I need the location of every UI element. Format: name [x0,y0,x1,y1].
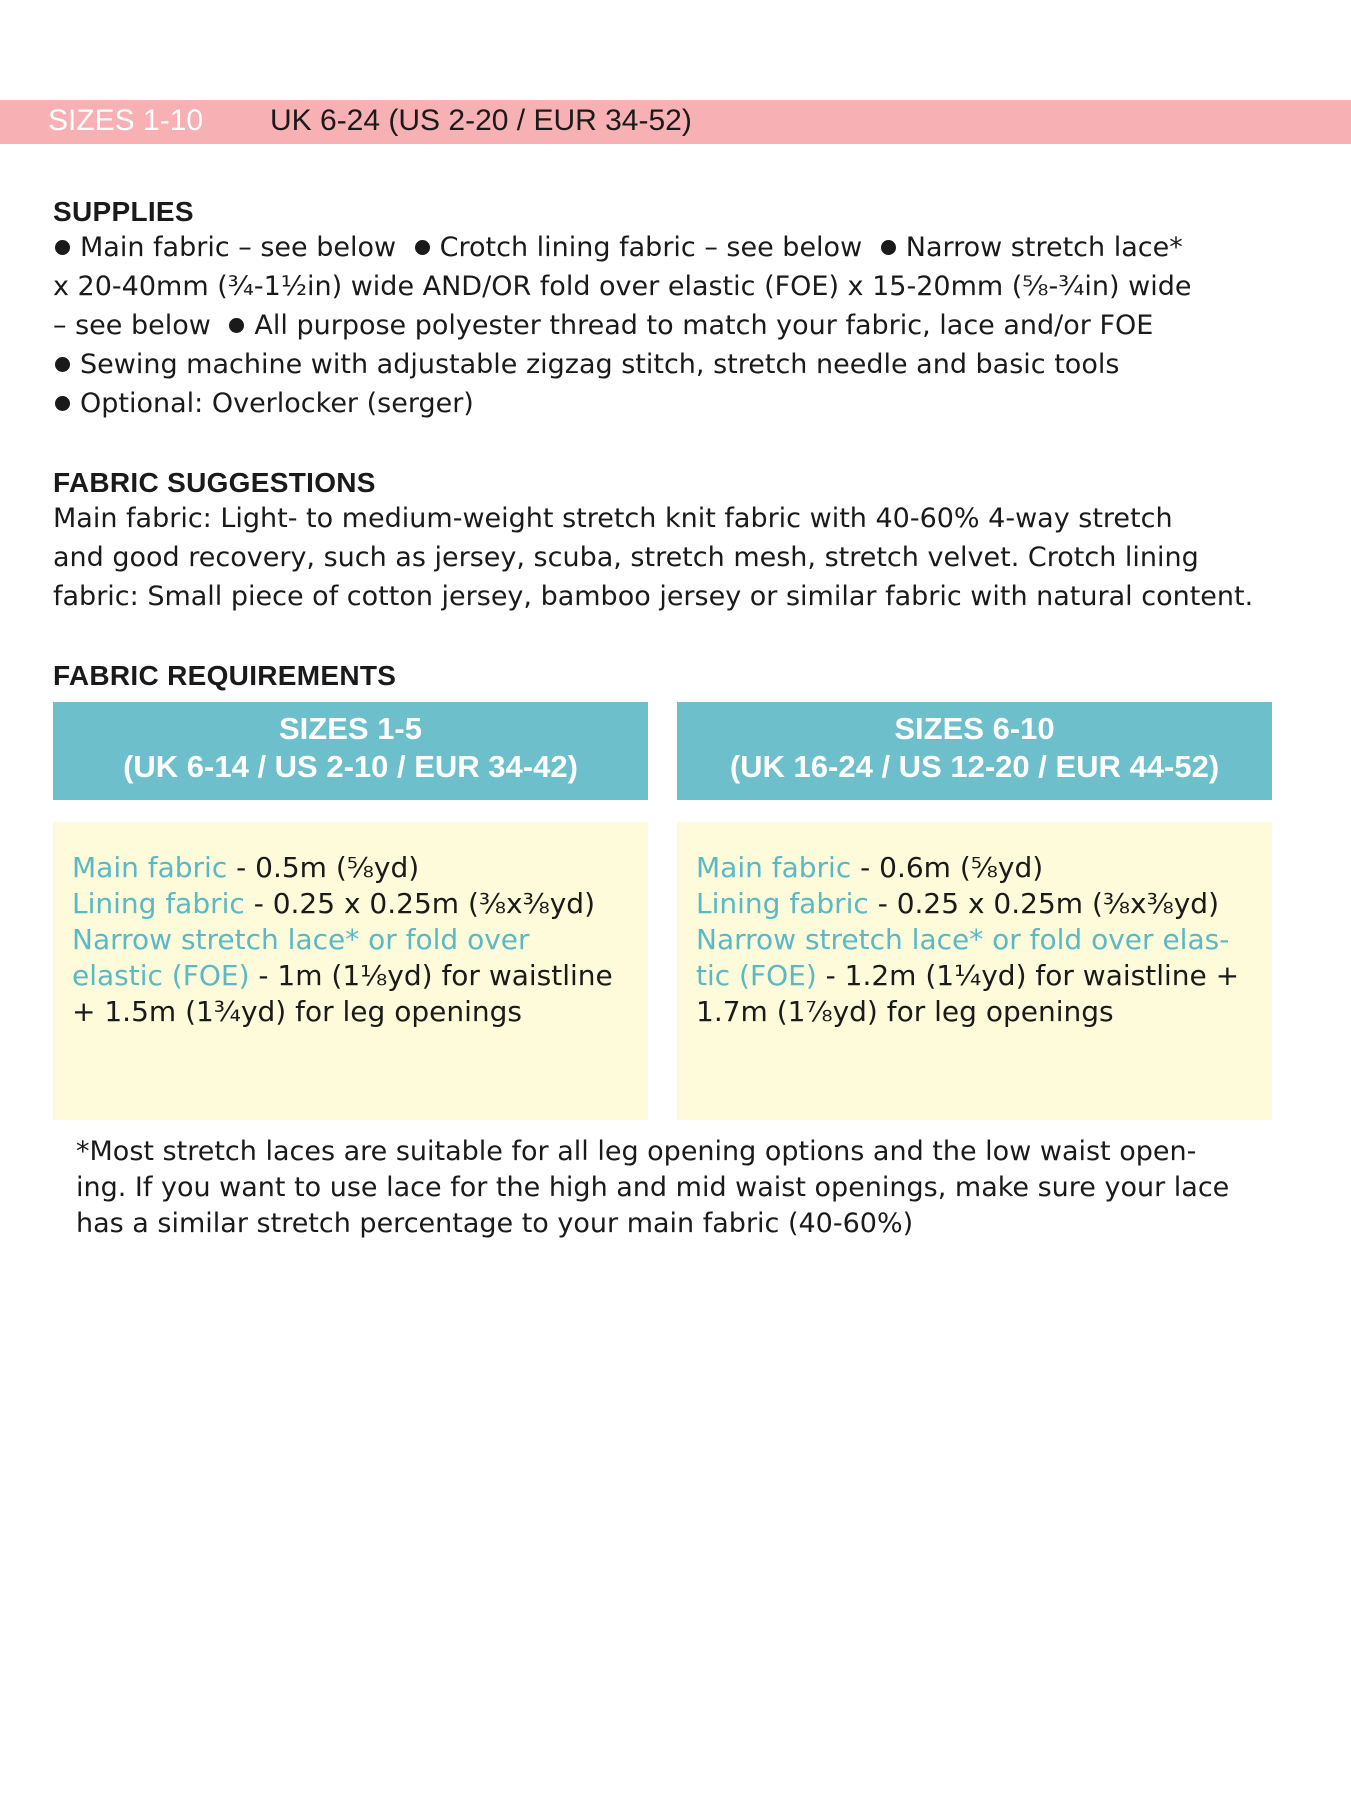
supplies-item: Optional: Overlocker (serger) [80,388,474,419]
sizes-1-5-header [53,702,648,800]
sizes-1-5-requirements [53,822,648,1120]
bullet-icon [881,240,896,255]
footnote-line: ing. If you want to use lace for the high and mid waist openings, make sure your lace [76,1172,1230,1203]
supplies-item-continued: – see below [53,310,211,341]
size-banner-label: SIZES 1-10 [48,104,204,137]
suggestion-line: fabric: Small piece of cotton jersey, bamboo jersey or similar fabric with natural content. [53,581,1254,612]
lace-value: 1.7m (1⅞yd) for leg openings [696,995,1114,1028]
bullet-icon [55,396,70,411]
bullet-icon [229,318,244,333]
footnote-line: has a similar stretch percentage to your main fabric (40-60%) [76,1208,914,1239]
lining-fabric-label: Lining fabric [696,887,869,920]
main-fabric-value: - 0.6m (⅝yd) [851,851,1044,884]
column-heading: SIZES 1-5 [279,711,422,746]
fabric-suggestions-text [53,499,1283,616]
lining-fabric-value: - 0.25 x 0.25m (⅜x⅜yd) [244,887,595,920]
fabric-requirements-title: FABRIC REQUIREMENTS [53,660,397,691]
footnote-line: *Most stretch laces are suitable for all leg opening options and the low waist open- [76,1136,1197,1167]
main-fabric-label: Main fabric [696,851,852,884]
supplies-item: Narrow stretch lace* [905,232,1183,263]
supplies-item: All purpose polyester thread to match your fabric, lace and/or FOE [254,310,1154,341]
supplies-item: Crotch lining fabric – see below [439,232,863,263]
suggestion-line: Main fabric: Light- to medium-weight stretch knit fabric with 40-60% 4-way stretch [53,503,1173,534]
lining-fabric-value: - 0.25 x 0.25m (⅜x⅜yd) [868,887,1219,920]
lace-label: Narrow stretch lace* or fold over elas- [696,923,1230,956]
fabric-suggestions-section [53,467,1283,616]
lace-value: + 1.5m (1¾yd) for leg openings [72,995,522,1028]
bullet-icon [55,357,70,372]
main-fabric-label: Main fabric [72,851,228,884]
sizes-6-10-requirements [677,822,1272,1120]
lace-value: - 1m (1⅛yd) for waistline [249,959,613,992]
sizes-6-10-header [677,702,1272,800]
bullet-icon [55,240,70,255]
supplies-list [53,228,1283,423]
suggestion-line: and good recovery, such as jersey, scuba, stretch mesh, stretch velvet. Crotch lining [53,542,1199,573]
supplies-item: Sewing machine with adjustable zigzag stitch, stretch needle and basic tools [80,349,1120,380]
lining-fabric-label: Lining fabric [72,887,245,920]
bullet-icon [415,240,430,255]
column-heading: SIZES 6-10 [894,711,1055,746]
size-banner [0,100,1351,144]
supplies-section [53,196,1283,423]
requirements-list [696,850,1261,1030]
main-fabric-value: - 0.5m (⅝yd) [227,851,420,884]
lace-value: - 1.2m (1¼yd) for waistline + [816,959,1240,992]
lace-label: tic (FOE) [696,959,817,992]
supplies-item-continued: x 20-40mm (¾-1½in) wide AND/OR fold over elastic (FOE) x 15-20mm (⅝-¾in) wide [53,271,1192,302]
supplies-item: Main fabric – see below [80,232,397,263]
lace-label: Narrow stretch lace* or fold over [72,923,530,956]
fabric-suggestions-title: FABRIC SUGGESTIONS [53,467,376,498]
requirements-list [72,850,637,1030]
lace-label: elastic (FOE) [72,959,250,992]
size-banner-value: UK 6-24 (US 2-20 / EUR 34-52) [270,104,692,137]
supplies-title: SUPPLIES [53,196,194,227]
footnote [76,1134,1276,1242]
fabric-requirements-section [53,660,1283,692]
column-subheading: (UK 16-24 / US 12-20 / EUR 44-52) [729,749,1220,784]
column-subheading: (UK 6-14 / US 2-10 / EUR 34-42) [123,749,578,784]
